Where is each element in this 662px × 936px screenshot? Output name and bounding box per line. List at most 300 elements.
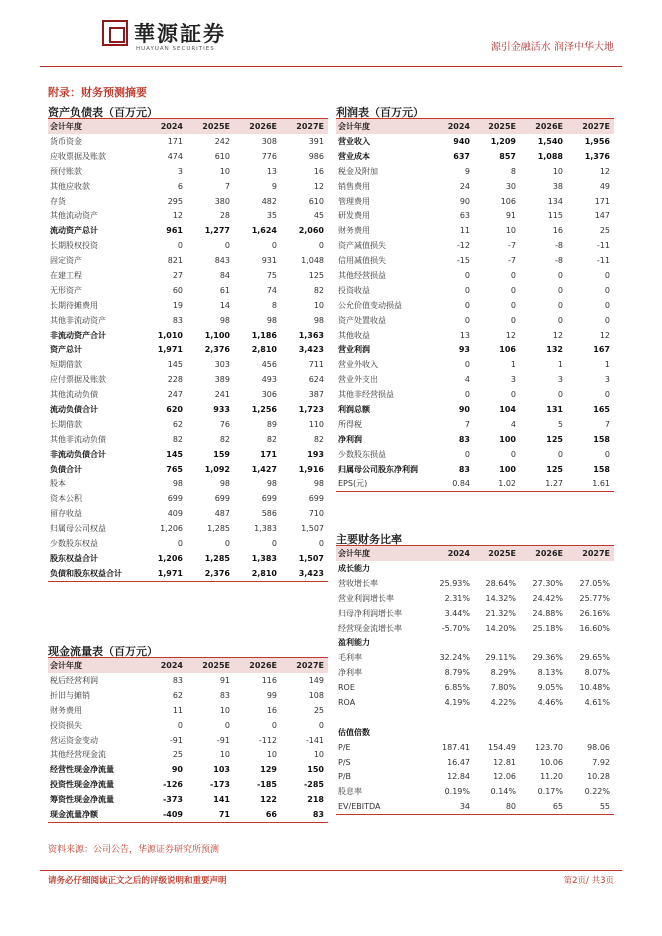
row-value: 108 [308, 690, 324, 700]
row-value: 1,971 [157, 345, 183, 355]
row-value [474, 710, 520, 725]
row-label: 流动资产总计 [50, 226, 98, 236]
table-row [336, 417, 614, 432]
row-value: 159 [213, 449, 230, 459]
row-value: 25.77% [579, 593, 610, 603]
row-value: 1,285 [204, 553, 230, 563]
row-value: 4.46% [537, 697, 563, 707]
table-row [48, 566, 328, 581]
row-label: 营业利润增长率 [338, 593, 394, 603]
header-label: 会计年度 [48, 119, 140, 134]
row-value: 171 [167, 136, 183, 146]
row-value: 0 [464, 285, 470, 295]
row-label: 其他非经营损益 [338, 390, 394, 400]
table-row [336, 253, 614, 268]
row-value: 3,423 [281, 566, 328, 581]
row-value: 65 [520, 799, 567, 814]
row-value: 241 [214, 390, 230, 400]
row-value: 116 [261, 675, 277, 685]
row-value: 83 [281, 807, 328, 822]
row-value: 0 [464, 449, 470, 459]
table-row [336, 755, 614, 770]
row-value: 29.11% [485, 653, 516, 663]
row-label: 应付票据及账款 [50, 375, 106, 385]
table-row [48, 536, 328, 551]
row-value: 28.64% [485, 578, 516, 588]
row-value: 76 [219, 419, 230, 429]
row-value: 247 [167, 390, 183, 400]
row-value: 145 [167, 360, 183, 370]
row-value: -126 [162, 780, 183, 790]
row-value: 154.49 [488, 742, 516, 752]
row-value: 0 [464, 300, 470, 310]
row-value: 0 [464, 360, 470, 370]
row-value: 9 [464, 166, 470, 176]
row-value [567, 725, 614, 740]
row-value: 8.79% [444, 668, 470, 678]
table-row [48, 447, 328, 462]
row-value: 16.47 [447, 757, 470, 767]
row-value: 24.42% [532, 593, 563, 603]
row-value: 19 [172, 300, 183, 310]
header-year: 2025E [474, 119, 520, 134]
row-label: 归母净利润增长率 [338, 608, 402, 618]
row-value: 1,088 [537, 151, 563, 161]
header-year: 2024 [140, 658, 187, 673]
row-value: 98 [172, 479, 183, 489]
row-value: 12 [599, 330, 610, 340]
row-value: 62 [172, 690, 183, 700]
table-row [336, 725, 614, 740]
row-value: 145 [166, 449, 183, 459]
row-label: 资产减值损失 [338, 241, 386, 251]
row-label: 留存收益 [50, 509, 82, 519]
row-value: 27.05% [579, 578, 610, 588]
row-value: 1,383 [251, 553, 277, 563]
row-value [428, 561, 474, 576]
header-label: 会计年度 [336, 546, 428, 561]
row-value: 857 [499, 151, 516, 161]
header-slogan: 源引金融活水 润泽中华大地 [490, 42, 614, 53]
row-value [520, 561, 567, 576]
header-year: 2026E [234, 658, 281, 673]
row-label: 其他经营现金流 [50, 750, 106, 760]
table-row [336, 313, 614, 328]
row-value: 99 [266, 690, 277, 700]
row-value: 98 [266, 479, 277, 489]
row-value: 11 [459, 226, 470, 236]
table-header-row [48, 119, 328, 134]
table-row [48, 718, 328, 733]
row-value: 4.19% [444, 697, 470, 707]
row-label: 在建工程 [50, 270, 82, 280]
row-value: 0 [510, 390, 516, 400]
row-value: 103 [213, 765, 230, 775]
row-value: 0 [604, 270, 610, 280]
table-row [48, 194, 328, 209]
row-value: 843 [214, 256, 230, 266]
row-label: ROA [338, 697, 356, 707]
row-label: 营业成本 [338, 151, 370, 161]
header-year: 2026E [234, 119, 281, 134]
table-row [336, 342, 614, 357]
table-row [336, 328, 614, 343]
row-value: 0 [464, 315, 470, 325]
row-label: EPS(元) [336, 476, 428, 491]
row-label: 营运资金变动 [50, 735, 98, 745]
row-value: -15 [456, 256, 470, 266]
row-value: 28 [219, 211, 230, 221]
row-value: 4 [464, 375, 470, 385]
row-value: 6 [177, 181, 183, 191]
row-label: 所得税 [338, 419, 362, 429]
row-label: 盈利能力 [338, 638, 370, 648]
row-value: 699 [167, 494, 183, 504]
row-value: 14.20% [485, 623, 516, 633]
row-value: 1,376 [584, 151, 610, 161]
row-label: 营收增长率 [338, 578, 378, 588]
header-year: 2026E [520, 546, 567, 561]
row-value: -12 [456, 241, 470, 251]
row-value [520, 725, 567, 740]
header-divider [40, 66, 622, 67]
row-value: 933 [213, 404, 230, 414]
row-value: 9.05% [537, 683, 563, 693]
row-value: 1,723 [298, 404, 324, 414]
row-label: 投资性现金净流量 [50, 780, 114, 790]
row-value: 624 [308, 375, 324, 385]
table-row [336, 208, 614, 223]
row-value: 125 [546, 434, 563, 444]
row-value: 71 [187, 807, 234, 822]
row-value [428, 725, 474, 740]
table-row [48, 673, 328, 688]
table-row [336, 134, 614, 149]
row-value: 12.84 [447, 772, 470, 782]
row-value: 24.88% [532, 608, 563, 618]
row-value: 12.81 [493, 757, 516, 767]
row-value: 91 [219, 675, 230, 685]
header-year: 2025E [474, 546, 520, 561]
row-value: 12 [552, 330, 563, 340]
row-value: 4.61% [584, 697, 610, 707]
table-row [48, 372, 328, 387]
row-value: -141 [305, 735, 324, 745]
row-label: 短期借款 [50, 360, 82, 370]
header-year: 2025E [187, 119, 234, 134]
row-value: -185 [256, 780, 277, 790]
appendix-title: 附录：财务预测摘要 [48, 86, 147, 99]
row-value: 10 [552, 166, 563, 176]
row-label: 净利率 [338, 668, 362, 678]
ratios-table [336, 546, 614, 815]
row-value [567, 710, 614, 725]
row-value: 149 [308, 675, 324, 685]
row-value: 29.65% [579, 653, 610, 663]
table-row [336, 283, 614, 298]
row-value: 1,540 [537, 136, 563, 146]
row-value: 0 [464, 270, 470, 280]
row-value: 1,186 [251, 330, 277, 340]
row-value: 8.13% [537, 668, 563, 678]
row-value: 0 [557, 285, 563, 295]
table-row [48, 313, 328, 328]
table-row [48, 342, 328, 357]
company-name: 華源証券 [134, 21, 226, 46]
table-row [336, 621, 614, 636]
row-label: 归属母公司股东净利润 [338, 464, 418, 474]
row-value [520, 710, 567, 725]
row-value: 98 [313, 315, 324, 325]
row-value: 80 [474, 799, 520, 814]
header-year: 2026E [520, 119, 567, 134]
row-value: 482 [261, 196, 277, 206]
row-value: 218 [307, 795, 324, 805]
table-row [48, 417, 328, 432]
row-value: 16 [552, 226, 563, 236]
header-label: 会计年度 [48, 658, 140, 673]
row-value: 0 [510, 270, 516, 280]
table-row [336, 740, 614, 755]
row-value: 165 [593, 404, 610, 414]
row-value: -7 [508, 256, 516, 266]
table-row [48, 792, 328, 807]
row-value: 83 [458, 464, 470, 474]
row-value: 0 [224, 538, 230, 548]
table-header-row [336, 119, 614, 134]
row-value: 610 [214, 151, 230, 161]
row-value: 150 [307, 765, 324, 775]
row-value: 940 [453, 136, 470, 146]
row-value: 106 [500, 196, 516, 206]
row-value: 75 [266, 270, 277, 280]
row-label: 其他应收款 [50, 181, 90, 191]
row-value: 0.14% [490, 787, 516, 797]
row-value: 228 [167, 375, 183, 385]
table-row [48, 357, 328, 372]
source-note: 资料来源：公司公告，华源证券研究所预测 [48, 845, 220, 855]
table-row [48, 238, 328, 253]
row-value: 3 [557, 375, 563, 385]
row-value: 308 [261, 136, 277, 146]
row-value: 0.19% [444, 787, 470, 797]
row-value: 98 [313, 479, 324, 489]
balance-sheet-table [48, 119, 328, 582]
row-value: 100 [499, 464, 516, 474]
row-label: 归属母公司权益 [50, 524, 106, 534]
row-label: 其他流动负债 [50, 390, 98, 400]
row-value: 0 [604, 300, 610, 310]
row-label: 财务费用 [338, 226, 370, 236]
row-value: 1,956 [584, 136, 610, 146]
row-value: 74 [266, 285, 277, 295]
row-value: 1 [557, 360, 563, 370]
row-value: 13 [459, 330, 470, 340]
row-value: 303 [214, 360, 230, 370]
table-row [336, 447, 614, 462]
row-value: 0 [177, 241, 183, 251]
table-row [336, 194, 614, 209]
table-row [336, 223, 614, 238]
row-value: 12 [172, 211, 183, 221]
table-row [48, 807, 328, 822]
row-label: 公允价值变动损益 [338, 300, 402, 310]
row-value: 82 [313, 434, 324, 444]
row-value: 0 [177, 538, 183, 548]
row-value: 14 [219, 300, 230, 310]
row-label: P/E [338, 742, 351, 752]
row-value: 25 [313, 705, 324, 715]
row-value: 10 [313, 750, 324, 760]
table-header-row [48, 658, 328, 673]
row-value: -5.70% [441, 623, 470, 633]
row-label: 净利润 [338, 434, 362, 444]
table-row [336, 665, 614, 680]
row-value [520, 635, 567, 650]
row-label: 营业收入 [338, 136, 370, 146]
table-row [336, 402, 614, 417]
row-value: 821 [167, 256, 183, 266]
row-value: 610 [308, 196, 324, 206]
row-value: 171 [260, 449, 277, 459]
row-value: 1,285 [207, 524, 230, 534]
row-value: -173 [209, 780, 230, 790]
table-row [336, 695, 614, 710]
row-value: 13 [266, 166, 277, 176]
row-label: 估值倍数 [338, 727, 370, 737]
row-value: 776 [261, 151, 277, 161]
row-value: 84 [219, 270, 230, 280]
table-row [48, 402, 328, 417]
header-year: 2024 [428, 119, 474, 134]
table-row [48, 164, 328, 179]
row-value: 0.17% [537, 787, 563, 797]
row-label: 股息率 [338, 787, 362, 797]
row-value: 2,376 [204, 345, 230, 355]
row-label: P/S [338, 757, 351, 767]
row-value: 171 [594, 196, 610, 206]
table-row [336, 179, 614, 194]
row-value: 34 [428, 799, 474, 814]
row-label: 其他收益 [338, 330, 370, 340]
table-row [48, 506, 328, 521]
row-value: 24 [459, 181, 470, 191]
row-value: 711 [308, 360, 324, 370]
row-label: 销售费用 [338, 181, 370, 191]
table-row [336, 387, 614, 402]
row-value: 83 [219, 690, 230, 700]
row-value: 12 [505, 330, 516, 340]
row-value: 3 [604, 375, 610, 385]
row-value: 0 [271, 720, 277, 730]
row-value: 2.31% [444, 593, 470, 603]
row-value: 0 [604, 449, 610, 459]
row-value: 3,423 [298, 345, 324, 355]
logo-mark-icon [102, 20, 128, 46]
row-value: 6.85% [444, 683, 470, 693]
row-value: 710 [308, 509, 324, 519]
table-row [48, 733, 328, 748]
row-label: 营业外收入 [338, 360, 378, 370]
row-value: 1,624 [251, 226, 277, 236]
table-row [48, 747, 328, 762]
row-value: 30 [505, 181, 516, 191]
row-value: 4 [510, 419, 516, 429]
table-row [48, 551, 328, 566]
row-value: 93 [458, 345, 470, 355]
row-value: 11.20 [540, 772, 563, 782]
row-value: -373 [162, 795, 183, 805]
row-value: 306 [261, 390, 277, 400]
row-value: 123.70 [535, 742, 563, 752]
table-header-row [336, 546, 614, 561]
table-row [48, 777, 328, 792]
row-label: 资产处置收益 [338, 315, 386, 325]
row-value: 122 [260, 795, 277, 805]
row-label: P/B [338, 772, 352, 782]
row-value: 409 [167, 509, 183, 519]
row-value: 104 [499, 404, 516, 414]
row-label: 税金及附加 [338, 166, 378, 176]
row-label: 管理费用 [338, 196, 370, 206]
table-row [48, 179, 328, 194]
row-label: 现金流量净额 [48, 807, 140, 822]
row-value: 0 [177, 720, 183, 730]
row-value: 1.02 [474, 476, 520, 491]
row-value: 7.80% [490, 683, 516, 693]
row-value: 1,507 [298, 553, 324, 563]
row-value: 187.41 [442, 742, 470, 752]
table-row [48, 268, 328, 283]
row-value: 0 [224, 720, 230, 730]
row-value: 25 [172, 750, 183, 760]
row-value: -409 [140, 807, 187, 822]
table-row [336, 432, 614, 447]
page-number: 第2页/ 共3页 [563, 876, 614, 886]
table-row [48, 476, 328, 491]
table-row [336, 238, 614, 253]
row-value: 35 [266, 211, 277, 221]
row-value: 586 [261, 509, 277, 519]
row-value: 147 [594, 211, 610, 221]
table-row [48, 762, 328, 777]
header-year: 2027E [281, 119, 328, 134]
row-value: 98 [266, 315, 277, 325]
table-row [336, 710, 614, 725]
row-value: 1,971 [140, 566, 187, 581]
row-value: 3.44% [444, 608, 470, 618]
table-row [48, 253, 328, 268]
row-value: -11 [596, 256, 610, 266]
row-value: 8 [271, 300, 277, 310]
row-value: 29.36% [532, 653, 563, 663]
row-value: 0 [271, 241, 277, 251]
row-label: 预付账款 [50, 166, 82, 176]
row-value: 60 [172, 285, 183, 295]
row-value: 10.06 [540, 757, 563, 767]
row-label: 存货 [50, 196, 66, 206]
table-row [336, 799, 614, 814]
row-value: 1,363 [298, 330, 324, 340]
row-value: 1,010 [157, 330, 183, 340]
row-value: 2,810 [234, 566, 281, 581]
table-row [336, 650, 614, 665]
row-value: 699 [214, 494, 230, 504]
row-value: 0 [557, 270, 563, 280]
row-value: 1,206 [157, 553, 183, 563]
row-value: -7 [508, 241, 516, 251]
row-label: 投资损失 [50, 720, 82, 730]
